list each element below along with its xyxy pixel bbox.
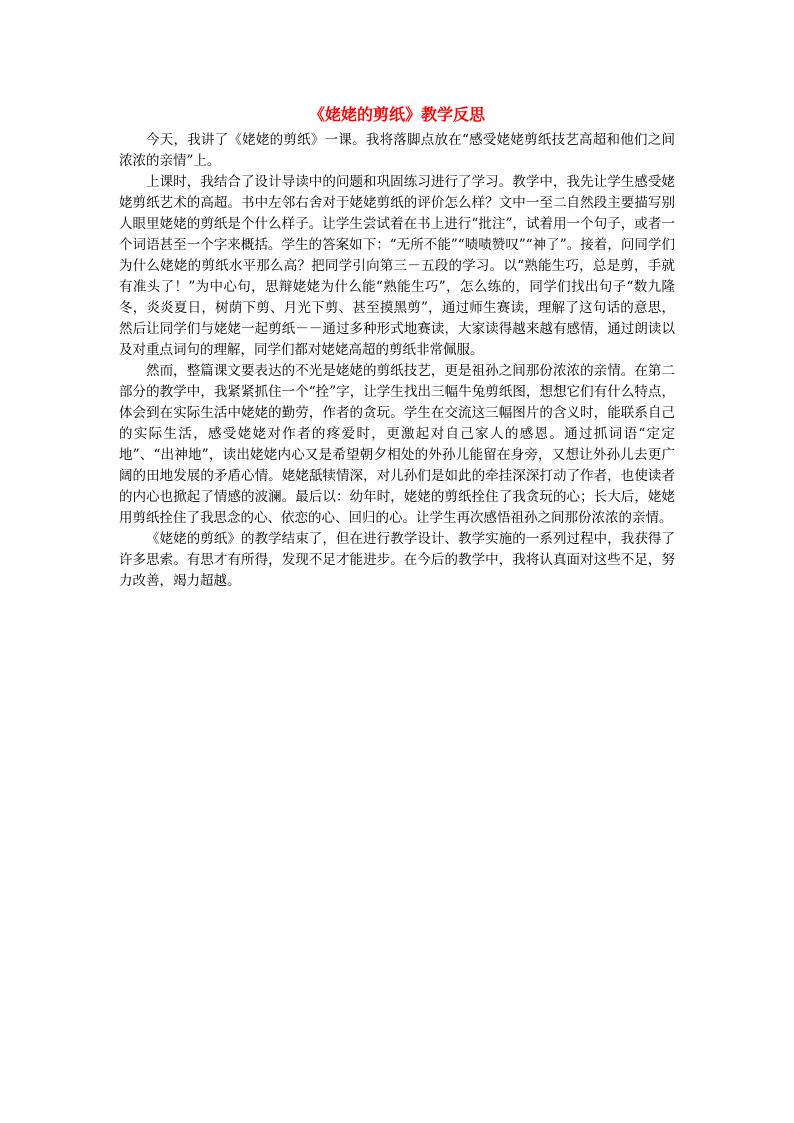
paragraph-2: 上课时，我结合了设计导读中的问题和巩固练习进行了学习。教学中，我先让学生感受姥姥剪纸艺术的高超。书中左邻右舍对于姥姥剪纸的评价怎么样？文中一至二自然段主要描写别人眼里姥姥的剪纸是个什么样子。让学生尝试着在书上进行“批注”，试着用一个句子，或者一个词语甚至一个字来概括。学生的答案如下：“无所不能”“啧啧赞叹”“神了”。接着，问同学们为什么姥姥的剪纸水平那么高？把同学引向第三－五段的学习。以“熟能生巧，总是剪，手就有准头了！”为中心句，思辩姥姥为什么能“熟能生巧”，怎么练的，同学们找出句子“数九隆冬，炎炎夏日，树荫下剪、月光下剪、甚至摸黑剪”，通过师生赛读，理解了这句话的意思，然后让同学们与姥姥一起剪纸－－通过多种形式地赛读，大家读得越来越有感情，通过朗读以及对重点词句的理解，同学们都对姥姥高超的剪纸非常佩服。 [119,174,675,358]
paragraph-3: 然而，整篇课文要表达的不光是姥姥的剪纸技艺，更是祖孙之间那份浓浓的亲情。在第二部分的教学中，我紧紧抓住一个“拴”字，让学生找出三幅牛兔剪纸图，想想它们有什么特点，体会到在实际生活中姥姥的勤劳，作者的贪玩。学生在交流这三幅图片的含义时，能联系自己的实际生活，感受姥姥对作者的疼爱时，更激起对自己家人的感恩。通过抓词语“定定地”、“出神地”，读出姥姥内心又是希望朝夕相处的外孙儿能留在身旁，又想让外孙儿去更广阔的田地发展的矛盾心情。姥姥舐犊情深，对儿孙们是如此的牵挂深深打动了作者，也使读者的内心也掀起了情感的波澜。最后以：幼年时，姥姥的剪纸拴住了我贪玩的心；长大后，姥姥用剪纸拴住了我思念的心、依恋的心、回归的心。让学生再次感悟祖孙之间那份浓浓的亲情。 [119,363,675,526]
paragraph-4: 《姥姥的剪纸》的教学结束了，但在进行教学设计、教学实施的一系列过程中，我获得了许多思索。有思才有所得，发现不足才能进步。在今后的教学中，我将认真面对这些不足，努力改善，竭力超越。 [119,531,675,589]
document-page [119,100,675,592]
paragraph-1: 今天，我讲了《姥姥的剪纸》一课。我将落脚点放在“感受姥姥剪纸技艺高超和他们之间浓浓的亲情”上。 [119,132,675,169]
document-title: 《姥姥的剪纸》教学反思 [308,105,485,124]
